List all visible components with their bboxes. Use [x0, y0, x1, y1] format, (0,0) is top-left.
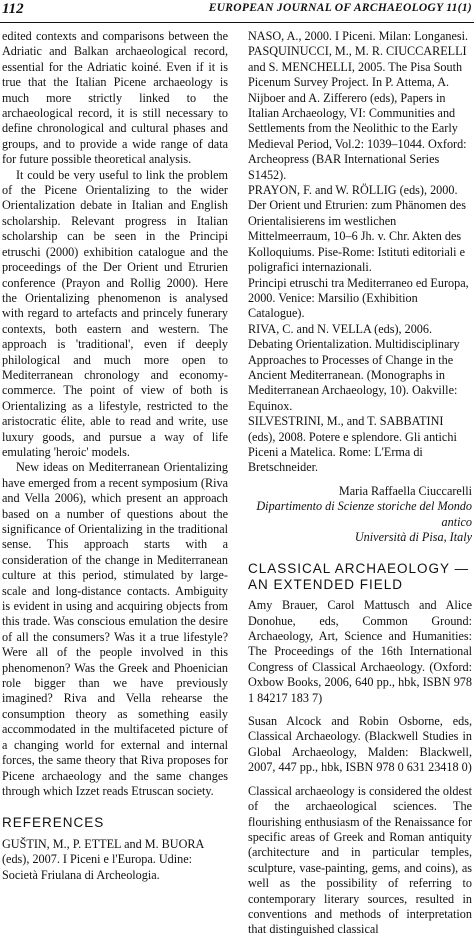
journal-title: EUROPEAN JOURNAL OF ARCHAEOLOGY 11(1): [208, 2, 472, 14]
paragraph: Classical archaeology is considered the oldest of the archaeological sciences. The flourishing enthusiasm of the Renaissance for specific areas of Greek and Roman antiquity (architecture and in particular temples, sculpture, vase-painting, gems, and coins), as well as the possibility of referring to contemporary literary sources, resulted in conventions and methods of interpretation that distinguished classical: [248, 783, 472, 937]
left-column: [2, 29, 228, 883]
right-column: [248, 29, 472, 938]
reference-entry: NASO, A., 2000. I Piceni. Milan: Longanesi.: [248, 29, 469, 43]
paragraph: edited contexts and comparisons between the Adriatic and Balkan archaeological record, essential for the Adriatic koiné. Even if it is true that the Italian Picene archaeology is much more strictly linked to the archaeological record, it is still necessary to define chronological and cultural phases and groups, and to provide a wide range of data for future possible theoretical analysis.: [2, 29, 228, 167]
page-number: 112: [2, 1, 24, 17]
book-citation: Susan Alcock and Robin Osborne, eds, Classical Archaeology. (Blackwell Studies in Global Archaeology, Malden: Blackwell, 2007, 447 pp., hbk, ISBN 978 0 631 23418 0): [248, 714, 472, 775]
reference-entry: PASQUINUCCI, M., M. R. CIUCCARELLI and S. MENCHELLI, 2005. The Pisa South Picenum Survey Project. In P. Attema, A. Nijboer and A. Zifferero (eds), Papers in Italian Archaeology, VI: Communities and Settlements from the Neolithic to the Early Medieval Period, Vol.2: 1039–1044. Oxford: Archeopress (BAR International Series S1452).: [248, 44, 467, 182]
reference-entry: GUŠTIN, M., P. ETTEL and M. BUORA (eds), 2007. I Piceni e l'Europa. Udine: Società Friulana di Archeologia.: [2, 836, 204, 882]
references-heading: REFERENCES: [2, 815, 105, 831]
running-header: [0, 0, 474, 23]
paragraph: New ideas on Mediterranean Orientalizing have emerged from a recent symposium (Riva and Vella 2006), which present an approach based on a number of questions about the significance of Orientalizing in the traditional sense. This approach starts with a consideration of the change in Mediterranean culture at this period, stimulated by large-scale and long-distance contacts. Ambiguity is evident in using and acquiring objects from this trade. Was conscious emulation the desire of all the consumers? Was it a true lifestyle? Were all of the people involved in this phenomenon? Was the Greek and Phoenician role bigger than we have previously imagined? Riva and Vella rehearse the consumption theory as something easily accommodated in the multifaceted picture of a changing world for external and internal forces, the same theory that Riva proposes for Picene archaeology and the same changes through which Izzet reads Etruscan society.: [2, 460, 228, 798]
reference-entry: RIVA, C. and N. VELLA (eds), 2006. Debating Orientalization. Multidisciplinary Approaches to Processes of Change in the Ancient Mediterranean. (Monographs in Mediterranean Archaeology, 10). Oakville: Equinox.: [248, 321, 460, 413]
section-heading: CLASSICAL ARCHAEOLOGY — AN EXTENDED FIELD: [248, 561, 470, 592]
review-author: Maria Raffaella Ciuccarelli: [338, 483, 472, 498]
reference-entry: PRAYON, F. and W. RÖLLIG (eds), 2000. Der Orient und Etrurien: zum Phänomen des Orientalisierens im westlichen Mittelmeerraum, 10–6 Jh. v. Chr. Akten des Kolloquiums. Pise-Rome: Istituti editoriali e poligrafici internazionali.: [248, 183, 466, 275]
author-affiliation: Università di Pisa, Italy: [354, 530, 472, 544]
author-affiliation: Dipartimento di Scienze storiche del Mondo antico: [256, 499, 472, 529]
paragraph: It could be very useful to link the problem of the Picene Orientalizing to the wider Orientalization debate in Italian and English scholarship. Relevant progress in Italian scholarship can be seen in the Principi etruschi (2000) exhibition catalogue and the proceedings of the Der Orient und Etrurien conference (Prayon and Rollig 2000). Here the Orientalizing phenomenon is analysed with regard to artefacts and princely funerary contexts, both eastern and western. The approach is 'traditional', even if deeply philological and much more open to Mediterranean chronology and economy-commerce. The point of view of both is Orientalizing as a lifestyle, restricted to the aristocratic élite, able to read and write, use luxury goods, and pursue a way of life emulating 'heroic' models.: [2, 167, 228, 459]
reference-entry: SILVESTRINI, M., and T. SABBATINI (eds), 2008. Potere e splendore. Gli antichi Piceni a Matelica. Rome: L'Erma di Bretschneider.: [248, 414, 457, 475]
reference-entry: Principi etruschi tra Mediterraneo ed Europa, 2000. Venice: Marsilio (Exhibition Catalogue).: [248, 275, 469, 321]
book-citation: Amy Brauer, Carol Mattusch and Alice Donohue, eds, Common Ground: Archaeology, Art, Science and Humanities: The Proceedings of the 16th International Congress of Classical Archaeology. (Oxford: Oxbow Books, 2006, 640 pp., hbk, ISBN 978 1 84217 183 7): [248, 598, 472, 705]
